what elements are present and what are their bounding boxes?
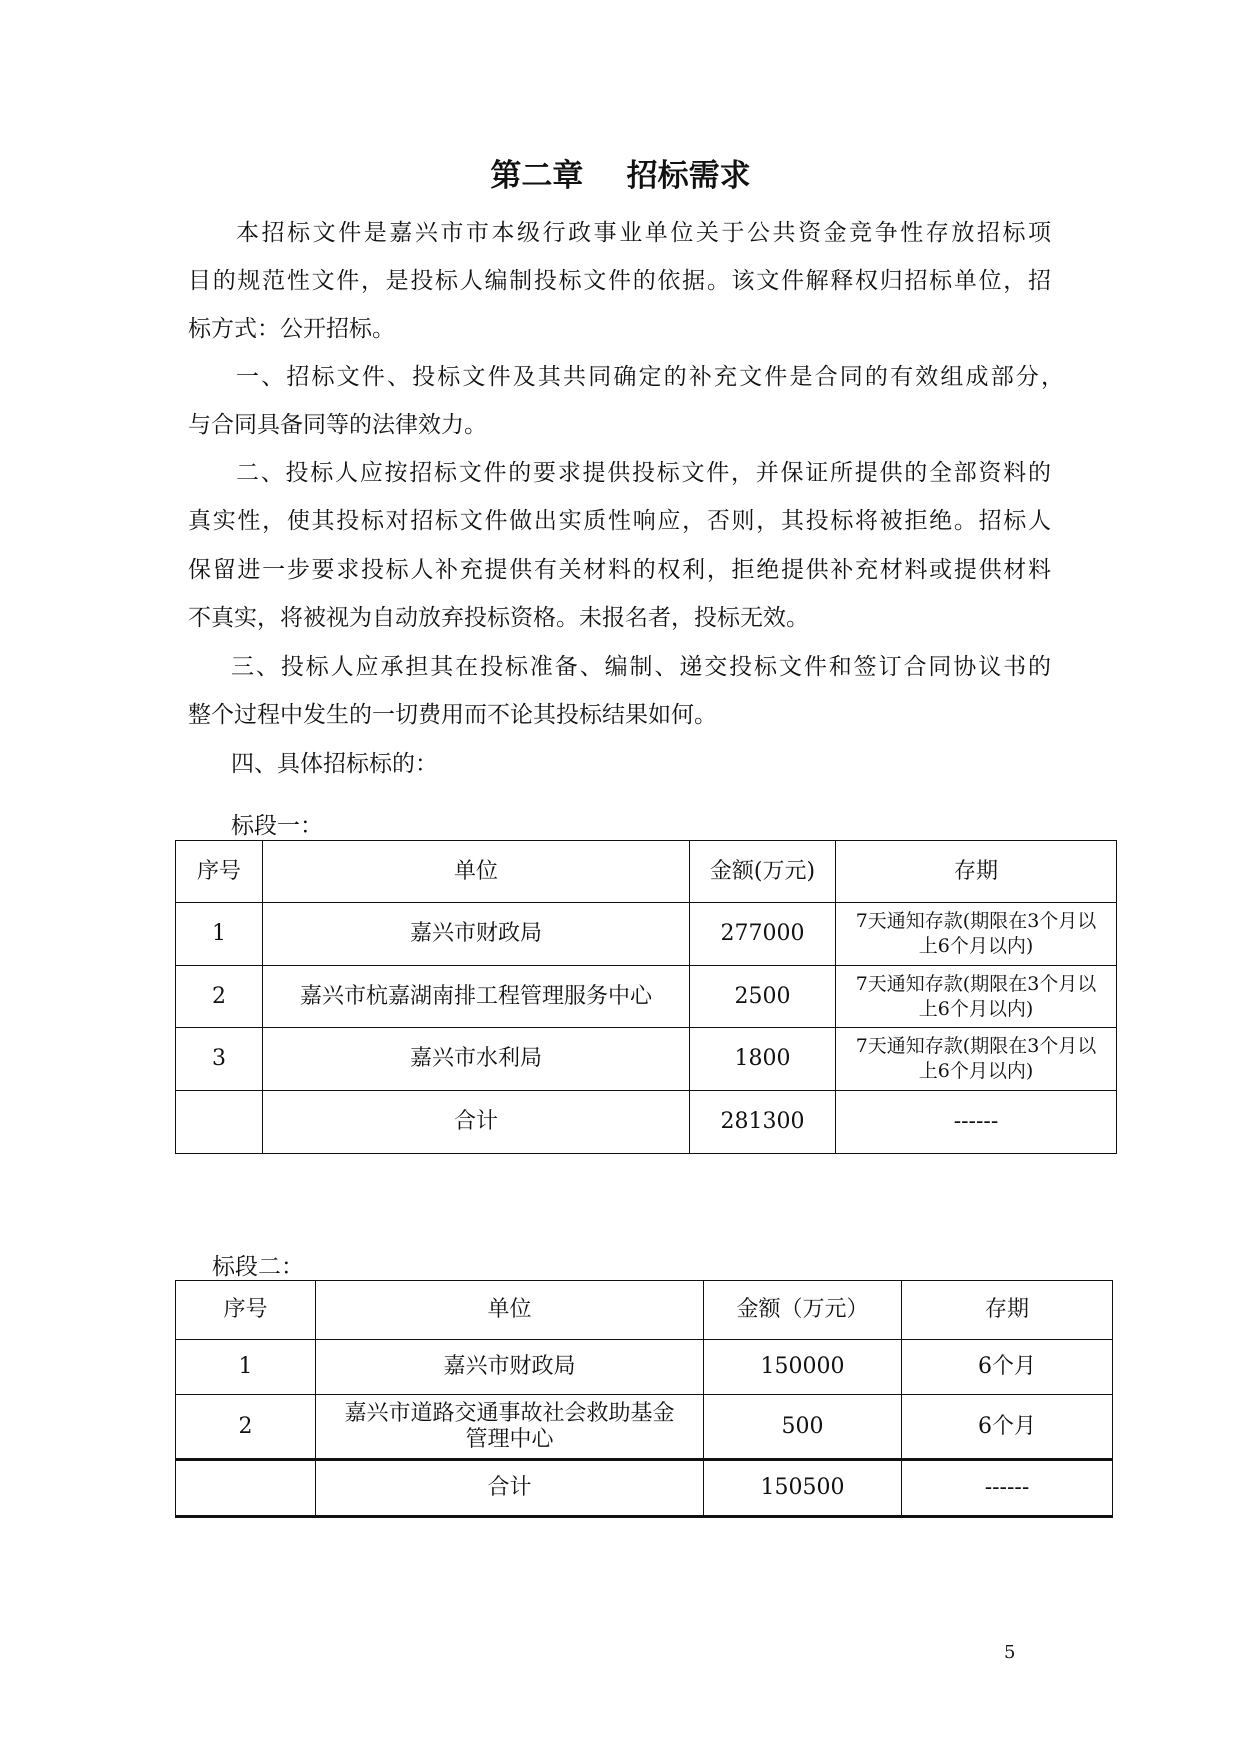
header-cell: 序号	[176, 1281, 316, 1340]
paragraph-line: 目的规范性文件，是投标人编制投标文件的依据。该文件解释权归招标单位，招	[188, 268, 1051, 294]
cell-term: 7天通知存款(期限在3个月以上6个月以内)	[836, 903, 1117, 966]
cell-unit: 嘉兴市水利局	[263, 1028, 690, 1091]
table-row	[176, 1028, 1117, 1091]
cell-amount: 150000	[704, 1340, 902, 1395]
paragraph-line: 保留进一步要求投标人补充提供有关材料的权利，拒绝提供补充材料或提供材料	[188, 557, 1051, 583]
header-cell: 存期	[836, 841, 1117, 903]
header-cell: 金额(万元)	[690, 841, 836, 903]
paragraph-line: 不真实，将被视为自动放弃投标资格。未报名者，投标无效。	[188, 605, 809, 631]
cell-term: 6个月	[902, 1395, 1113, 1460]
paragraph-line: 四、具体招标标的：	[231, 751, 438, 777]
section2-label: 标段二：	[212, 1254, 304, 1280]
paragraph-line: 标方式：公开招标。	[188, 316, 395, 342]
cell-term: 7天通知存款(期限在3个月以上6个月以内)	[836, 966, 1117, 1028]
cell-index	[176, 1091, 263, 1154]
cell-index	[176, 1460, 316, 1517]
cell-index: 3	[176, 1028, 263, 1091]
table-row	[176, 1340, 1113, 1395]
section1-label: 标段一：	[231, 813, 323, 839]
header-cell: 单位	[263, 841, 690, 903]
cell-total-amount: 150500	[704, 1460, 902, 1517]
cell-unit: 嘉兴市道路交通事故社会救助基金管理中心	[316, 1395, 704, 1460]
table-row	[176, 1395, 1113, 1460]
paragraph-line: 一、招标文件、投标文件及其共同确定的补充文件是合同的有效组成部分，	[236, 364, 1064, 390]
cell-total-amount: 281300	[690, 1091, 836, 1154]
cell-term: ------	[902, 1460, 1113, 1517]
cell-unit: 嘉兴市财政局	[316, 1340, 704, 1395]
table-total-row	[176, 1460, 1113, 1517]
paragraph-line: 整个过程中发生的一切费用而不论其投标结果如何。	[188, 702, 717, 728]
paragraph-line: 本招标文件是嘉兴市市本级行政事业单位关于公共资金竞争性存放招标项	[236, 220, 1051, 246]
header-cell: 单位	[316, 1281, 704, 1340]
paragraph-line: 二、投标人应按招标文件的要求提供投标文件，并保证所提供的全部资料的	[236, 460, 1051, 486]
cell-index: 1	[176, 1340, 316, 1395]
table-header-row	[176, 1281, 1113, 1340]
cell-index: 2	[176, 966, 263, 1028]
page-number: 5	[1004, 1642, 1016, 1663]
chapter-title: 第二章 招标需求	[490, 158, 751, 194]
section2-table	[175, 1280, 1113, 1518]
cell-amount: 1800	[690, 1028, 836, 1091]
paragraph-line: 三、投标人应承担其在投标准备、编制、递交投标文件和签订合同协议书的	[231, 654, 1051, 680]
cell-unit: 嘉兴市杭嘉湖南排工程管理服务中心	[263, 966, 690, 1028]
paragraph-line: 与合同具备同等的法律效力。	[188, 412, 487, 438]
header-cell: 存期	[902, 1281, 1113, 1340]
cell-unit: 嘉兴市财政局	[263, 903, 690, 966]
cell-term: 7天通知存款(期限在3个月以上6个月以内)	[836, 1028, 1117, 1091]
header-cell: 序号	[176, 841, 263, 903]
cell-term: 6个月	[902, 1340, 1113, 1395]
cell-amount: 2500	[690, 966, 836, 1028]
table-row	[176, 966, 1117, 1028]
table-row	[176, 903, 1117, 966]
cell-index: 1	[176, 903, 263, 966]
cell-total-label: 合计	[263, 1091, 690, 1154]
cell-index: 2	[176, 1395, 316, 1460]
table-total-row	[176, 1091, 1117, 1154]
cell-amount: 277000	[690, 903, 836, 966]
cell-term: ------	[836, 1091, 1117, 1154]
header-cell: 金额（万元）	[704, 1281, 902, 1340]
table-header-row	[176, 841, 1117, 903]
paragraph-line: 真实性，使其投标对招标文件做出实质性响应，否则，其投标将被拒绝。招标人	[188, 508, 1051, 534]
cell-amount: 500	[704, 1395, 902, 1460]
section1-table	[175, 840, 1117, 1154]
cell-total-label: 合计	[316, 1460, 704, 1517]
